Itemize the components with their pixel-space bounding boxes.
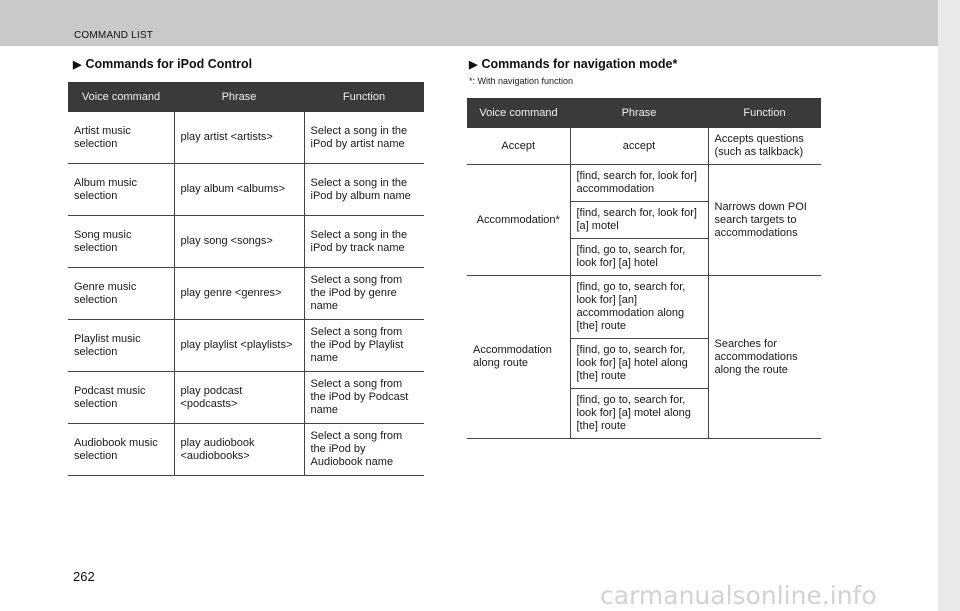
ipod-title-text: Commands for iPod Control [85,57,253,71]
function-cell: Select a song in the iPod by album name [304,164,424,216]
column-header: Phrase [570,98,708,128]
phrase-cell: [find, go to, search for, look for] [a] motel along [the] route [570,389,708,439]
phrase-cell: accept [570,128,708,165]
function-cell: Searches for accommodations along the route [708,276,821,439]
voice-command-cell: Accommodation* [467,165,570,276]
voice-command-cell: Song music selection [68,216,174,268]
column-header: Function [304,82,424,112]
page-number: 262 [73,569,95,584]
nav-command-table [467,98,821,439]
function-cell: Accepts questions (such as talkback) [708,128,821,165]
ipod-section-title [73,57,252,71]
table-row [68,164,424,216]
phrase-cell: play artist <artists> [174,112,304,164]
column-header: Voice command [467,98,570,128]
phrase-cell: play genre <genres> [174,268,304,320]
phrase-cell: play playlist <playlists> [174,320,304,372]
table-row [68,268,424,320]
voice-command-cell: Audiobook music selection [68,424,174,476]
ipod-command-table [68,82,424,476]
function-cell: Select a song from the iPod by Audiobook name [304,424,424,476]
table-header-row [68,82,424,112]
phrase-cell: [find, search for, look for] accommodation [570,165,708,202]
voice-command-cell: Genre music selection [68,268,174,320]
table-header-row [467,98,821,128]
section-label: COMMAND LIST [74,30,154,41]
nav-title-text: Commands for navigation mode* [481,57,678,71]
table-row [68,424,424,476]
phrase-cell: [find, go to, search for, look for] [a] hotel along [the] route [570,339,708,389]
column-header: Phrase [174,82,304,112]
table-row [467,165,821,202]
voice-command-cell: Album music selection [68,164,174,216]
page-edge-strip [938,0,960,611]
function-cell: Select a song from the iPod by genre name [304,268,424,320]
phrase-cell: play audiobook <audiobooks> [174,424,304,476]
phrase-cell: play album <albums> [174,164,304,216]
voice-command-cell: Accommodation along route [467,276,570,439]
nav-section-title [469,57,677,71]
function-cell: Select a song in the iPod by artist name [304,112,424,164]
table-row [68,216,424,268]
triangle-bullet-icon: ▶ [469,59,478,71]
table-row [68,372,424,424]
table-row [467,276,821,339]
nav-footnote: *: With navigation function [469,76,574,86]
phrase-cell: [find, go to, search for, look for] [a] hotel [570,239,708,276]
column-header: Function [708,98,821,128]
table-row [68,112,424,164]
voice-command-cell: Podcast music selection [68,372,174,424]
column-header: Voice command [68,82,174,112]
function-cell: Select a song from the iPod by Playlist name [304,320,424,372]
voice-command-cell: Playlist music selection [68,320,174,372]
phrase-cell: play song <songs> [174,216,304,268]
table-row [68,320,424,372]
phrase-cell: [find, search for, look for] [a] motel [570,202,708,239]
function-cell: Narrows down POI search targets to accommodations [708,165,821,276]
voice-command-cell: Accept [467,128,570,165]
function-cell: Select a song in the iPod by track name [304,216,424,268]
triangle-bullet-icon: ▶ [73,59,82,71]
phrase-cell: play podcast <podcasts> [174,372,304,424]
watermark: carmanualsonline.info [600,581,877,610]
phrase-cell: [find, go to, search for, look for] [an] accommodation along [the] route [570,276,708,339]
voice-command-cell: Artist music selection [68,112,174,164]
table-row [467,128,821,165]
function-cell: Select a song from the iPod by Podcast name [304,372,424,424]
page-header-bar [0,0,938,46]
